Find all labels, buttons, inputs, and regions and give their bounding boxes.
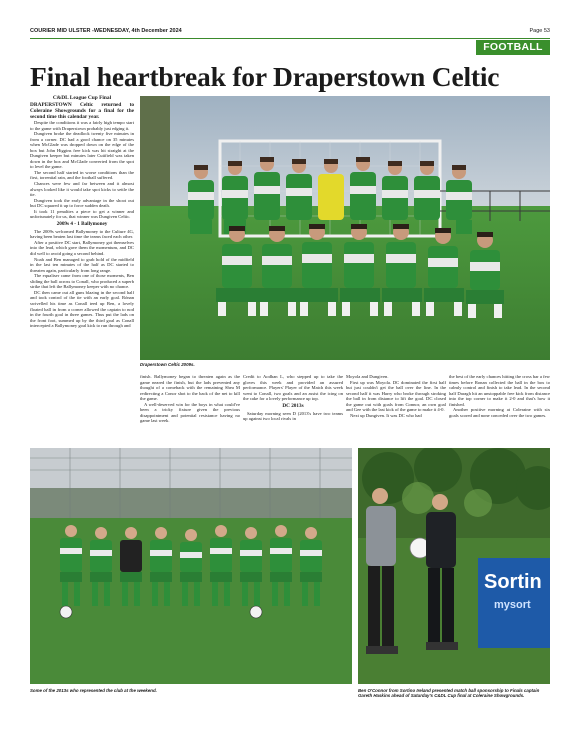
kids-photo-caption: Some of the 2013s who represented the club at the weekend.	[30, 688, 157, 693]
article-column-4	[346, 374, 446, 418]
article-paragraph: Dungiven took the early advantage in the shoot out but DC squared it up to force sudden death.	[30, 197, 134, 209]
sponsor-presenter	[366, 488, 398, 654]
sponsor-photo	[358, 448, 550, 684]
article-paragraph: Credit to Aodhan L, who stepped up to take the gloves this week and provided an assured performance. Players' Player of the Match this week went to Conall, two goals and an assist the icing on the cake for a lovely performance up top.	[243, 374, 343, 402]
article-paragraph: The second half started in worse conditions than the first, torrential rain, and the football suffered.	[30, 169, 134, 181]
sponsor-photo-image	[358, 448, 550, 684]
kids-photo-2013s	[30, 448, 352, 684]
article-paragraph: A well-deserved win for the boys in what could've been a tricky fixture given the previous disappointment and potential resistance having no game last week.	[140, 401, 240, 424]
article-column-3	[243, 374, 343, 422]
article-paragraph: Moyola and Dungiven.	[346, 374, 389, 379]
article-paragraph: Chances were few and far between and it almost always looked like it would take spot kicks to settle the tie.	[30, 181, 134, 198]
sponsor-captain	[426, 494, 458, 650]
article-paragraph: finish. Ballymoney began to threaten again as the game neared the finish, but the lads prevented any thought of a comeback with the remaining Shea M redirecting a Conor shot to the back of the net to kill the game.	[140, 374, 240, 402]
subhead-2009s: 2009s 4 - 1 Ballymoney	[56, 220, 108, 227]
article-paragraph: the best of the early chances hitting the cross bar a few times before Ronan collected the ball in the box to calmly control and finish to take lead. In the second half Daragh hit an unstoppable free kick from distance into the top corner to make it 2-0 and that's how it finished.	[449, 374, 550, 407]
article-paragraph: It took 11 penalties a piece to get a winner and unfortunately for us, that winner was Dungiven Celtic.	[30, 208, 134, 220]
sponsor-photo-caption: Ben O'Connor from Sortino Ireland presented match ball sponsorship to Finals captain Gareth Haskins ahead of Saturday's C&DL Cup final at Coleraine Showgrounds.	[358, 688, 540, 699]
masthead	[30, 27, 550, 37]
masthead-page-number: Page 53	[529, 28, 550, 34]
article-column-2	[140, 374, 240, 424]
article-paragraph: Despite the conditions it was a fairly high tempo start to the game with Draperstown probably just edging it.	[30, 120, 134, 131]
article-paragraph: First up was Moyola. DC dominated the first half but just couldn't get the ball over the line. In the second half it was Harry who broke through stroking the ball in from distance to lift the goal. DC closed the game out with goals from Connor, an own goal and Gee with the last kick of the game to make it 4-0.	[346, 379, 446, 413]
article-lead: DRAPERSTOWN Celtic returned to Coleraine Showgrounds for a final for the second time this calendar year.	[30, 102, 134, 120]
article-paragraph: The equaliser came from one of those moments, Ben sliding the ball across to Conall, who produced a superb strike that left the Ballymoney keeper with no chance.	[30, 273, 134, 290]
article-column-1	[30, 94, 134, 329]
article-paragraph: Next up Dungiven. It was DC who had	[350, 412, 422, 418]
article-kicker: C&DL League Cup Final	[52, 95, 112, 101]
kids-photo-image	[30, 448, 352, 684]
article-paragraph: Saturday morning seen D (2013's have two teams up against two local rivals in	[243, 410, 343, 422]
article-paragraph: DC then came out all guns blazing in the second half and took control of the tie with an early goal. Rónan swivelled his time as Conall teed up Ben, a lovely floated ball in from a corner allowed the captain to nod in the fourth goal in three games. Thus put the lads on the front foot, summed up by the third goal as Conall intercepted a Ballymoney goal kick to run through and	[30, 289, 134, 329]
section-bar	[30, 38, 550, 54]
article-paragraph: Dungiven broke the deadlock twenty five minutes in from a corner. DC had a good chance on 35 minutes when McGlade was dropped down on the edge of the box but John Higgins free kick was hit straight at the Dungiven keeper but minutes later Cutifield was taken down in the box and McGlade converted from the spot to level the game.	[30, 131, 134, 170]
article-paragraph: After a positive DC start, Ballymoney got themselves into the lead, which gave them the momentum, and DC did well to avoid going a second behind.	[30, 239, 134, 257]
headline: Final heartbreak for Draperstown Celtic	[30, 61, 500, 92]
masthead-publication-date: COURIER MID ULSTER -WEDNESDAY, 4th December 2024	[30, 28, 182, 34]
sponsor-banner-subtext: mysort	[494, 599, 531, 611]
team-photo-2009s	[140, 96, 550, 360]
article-paragraph: Another positive morning at Coleraine with six goals scored and none conceded over the two games.	[449, 407, 550, 418]
sponsor-banner-text: Sortin	[484, 571, 542, 593]
article-paragraph: Noah and Ben managed to grab hold of the midfield in the last ten minutes of the half as DC started to threaten again, particularly from long range.	[30, 256, 134, 273]
article-column-5	[449, 374, 550, 418]
subhead-2013s: DC 2013s	[282, 402, 304, 409]
article-paragraph: The 2009s welcomed Ballymoney to the Culture 4G, having been beaten last time the teams faced each other.	[30, 228, 134, 240]
team-photo-caption: Draperstown Celtic 2009s.	[140, 362, 195, 367]
section-label: FOOTBALL	[476, 40, 550, 55]
team-photo-image	[140, 96, 550, 360]
